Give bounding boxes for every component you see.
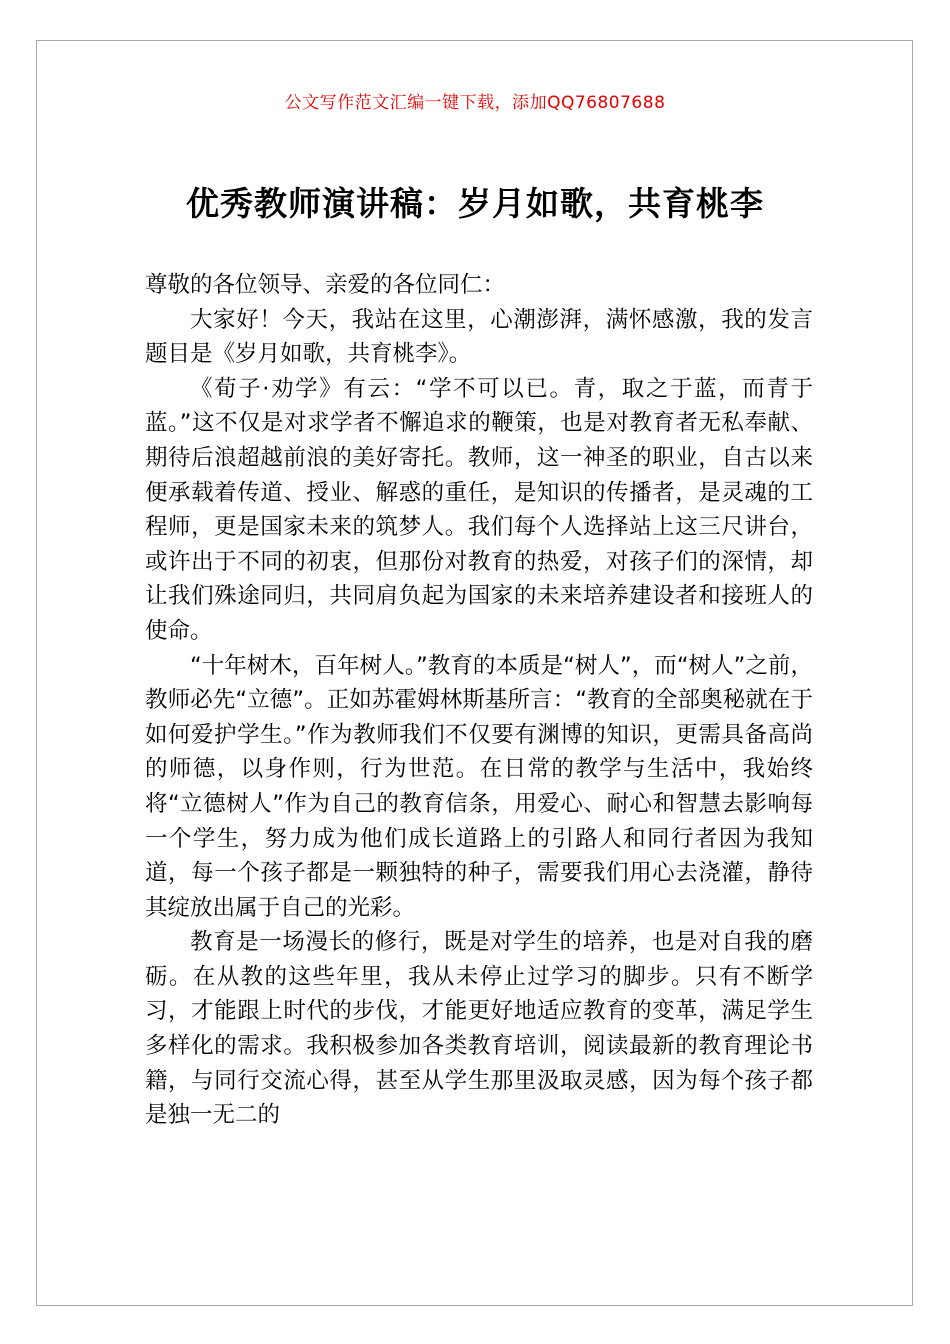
salutation: 尊敬的各位领导、亲爱的各位同仁： xyxy=(145,272,506,298)
header-notice: 公文写作范文汇编一键下载，添加QQ76807688 xyxy=(284,93,666,113)
doc-body xyxy=(145,268,813,1133)
paragraph-shuren-lide: “十年树木，百年树人。”教育的本质是“树人”，而“树人”之前，教师必先“立德”。正如苏霍姆林斯基所言：“教育的全部奥秘就在于如何爱护学生。”作为教师我们不仅要有渊博的知识，更需具备高尚的师德，以身作则，行为世范。在日常的教学与生活中，我始终将“立德树人”作为自己的教育信条，用爱心、耐心和智慧去影响每一个学生，努力成为他们成长道路上的引路人和同行者因为我知道，每一个孩子都是一颗独特的种子，需要我们用心去浇灌，静待其绽放出属于自己的光彩。 xyxy=(145,652,813,921)
doc-title: 优秀教师演讲稿：岁月如歌，共育桃李 xyxy=(186,184,764,223)
paragraph-learning: 教育是一场漫长的修行，既是对学生的培养，也是对自我的磨砺。在从教的这些年里，我从未停止过学习的脚步。只有不断学习，才能跟上时代的步伐，才能更好地适应教育的变革，满足学生多样化的需求。我积极参加各类教育培训，阅读最新的教育理论书籍，与同行交流心得，甚至从学生那里汲取灵感，因为每个孩子都是独一无二的 xyxy=(145,929,813,1129)
paragraph-greeting: 大家好！今天，我站在这里，心潮澎湃，满怀感激，我的发言题目是《岁月如歌，共育桃李》。 xyxy=(145,306,813,368)
paragraph-quote-xunzi: 《荀子·劝学》有云：“学不可以已。青，取之于蓝，而青于蓝。”这不仅是对求学者不懈追求的鞭策，也是对教育者无私奉献、期待后浪超越前浪的美好寄托。教师，这一神圣的职业，自古以来便承载着传道、授业、解惑的重任，是知识的传播者，是灵魂的工程师，更是国家未来的筑梦人。我们每个人选择站上这三尺讲台，或许出于不同的初衷，但那份对教育的热爱，对孩子们的深情，却让我们殊途同归，共同肩负起为国家的未来培养建设者和接班人的使命。 xyxy=(145,375,813,644)
